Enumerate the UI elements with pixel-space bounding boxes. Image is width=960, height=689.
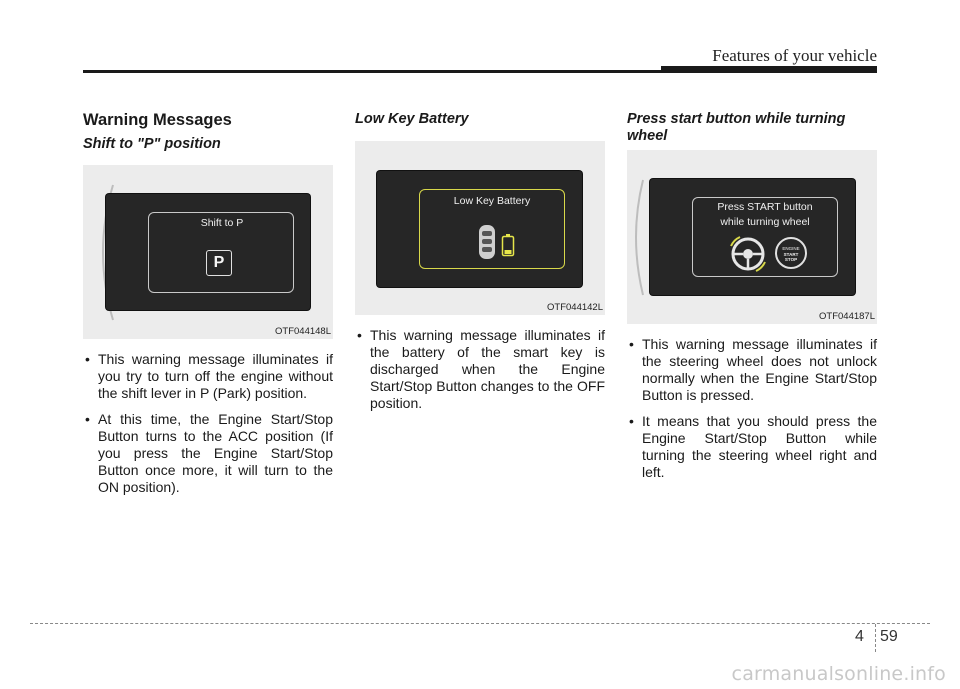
sub-heading-low-key-battery: Low Key Battery: [355, 111, 469, 127]
battery-low-icon: [501, 233, 515, 257]
engine-button-label: ENGINE: [782, 246, 800, 251]
display-message-line1: Press START button: [717, 201, 813, 213]
list-item: • At this time, the Engine Start/Stop Button turns to the ACC position (If you press the Engine Start/Stop Button once more, it will turn to the ON position).: [83, 411, 333, 496]
watermark: carmanualsonline.info: [731, 663, 946, 685]
footer-divider: [30, 623, 930, 624]
page-header-title: Features of your vehicle: [712, 46, 877, 65]
gear-p-indicator: [206, 250, 232, 276]
figure-caption: OTF044142L: [547, 302, 603, 313]
cluster-display: [106, 194, 310, 310]
column-low-key-battery: [355, 108, 605, 421]
header-rule-accent: [661, 66, 877, 73]
figure-shift-to-p: [83, 165, 333, 339]
display-message: Shift to P: [200, 217, 244, 229]
steering-wheel-icon: [728, 234, 768, 274]
chapter-number: 4: [855, 628, 864, 645]
display-message: Low Key Battery: [453, 195, 531, 207]
engine-button-label: START: [783, 251, 799, 257]
engine-button-label: STOP: [784, 257, 798, 262]
column-press-start-button: [627, 108, 877, 490]
sub-heading-shift-to-p: Shift to "P" position: [83, 136, 221, 152]
page-number: 59: [880, 628, 898, 645]
figure-press-start: [627, 150, 877, 324]
list-item: • This warning message illuminates if the steering wheel does not unlock normally when the Engine Start/Stop Button is pressed.: [627, 336, 877, 404]
list-item: • This warning message illuminates if you try to turn off the engine without the shift lever in P (Park) position.: [83, 351, 333, 402]
cluster-display: [650, 179, 855, 295]
list-item: • This warning message illuminates if the battery of the smart key is discharged when the Engine Start/Stop Button changes to the OFF position.: [355, 327, 605, 412]
gear-letter: P: [213, 254, 225, 271]
list-item: • It means that you should press the Engine Start/Stop Button while turning the steering wheel right and left.: [627, 413, 877, 481]
figure-caption: OTF044187L: [819, 311, 875, 322]
page-number-divider: [875, 624, 876, 652]
sub-heading-press-start: Press start button while turning wheel: [627, 111, 846, 144]
cluster-display: [377, 171, 582, 287]
section-heading: Warning Messages: [83, 111, 232, 129]
figure-caption: OTF044148L: [275, 326, 331, 337]
bullet-list: [355, 327, 605, 412]
smart-key-icon: [472, 223, 502, 263]
figure-low-key-battery: [355, 141, 605, 315]
display-message-line2: while turning wheel: [720, 216, 810, 228]
column-shift-to-p: [83, 108, 333, 505]
engine-start-stop-button-icon: [775, 237, 807, 269]
bullet-list: [627, 336, 877, 481]
bullet-list: [83, 351, 333, 496]
